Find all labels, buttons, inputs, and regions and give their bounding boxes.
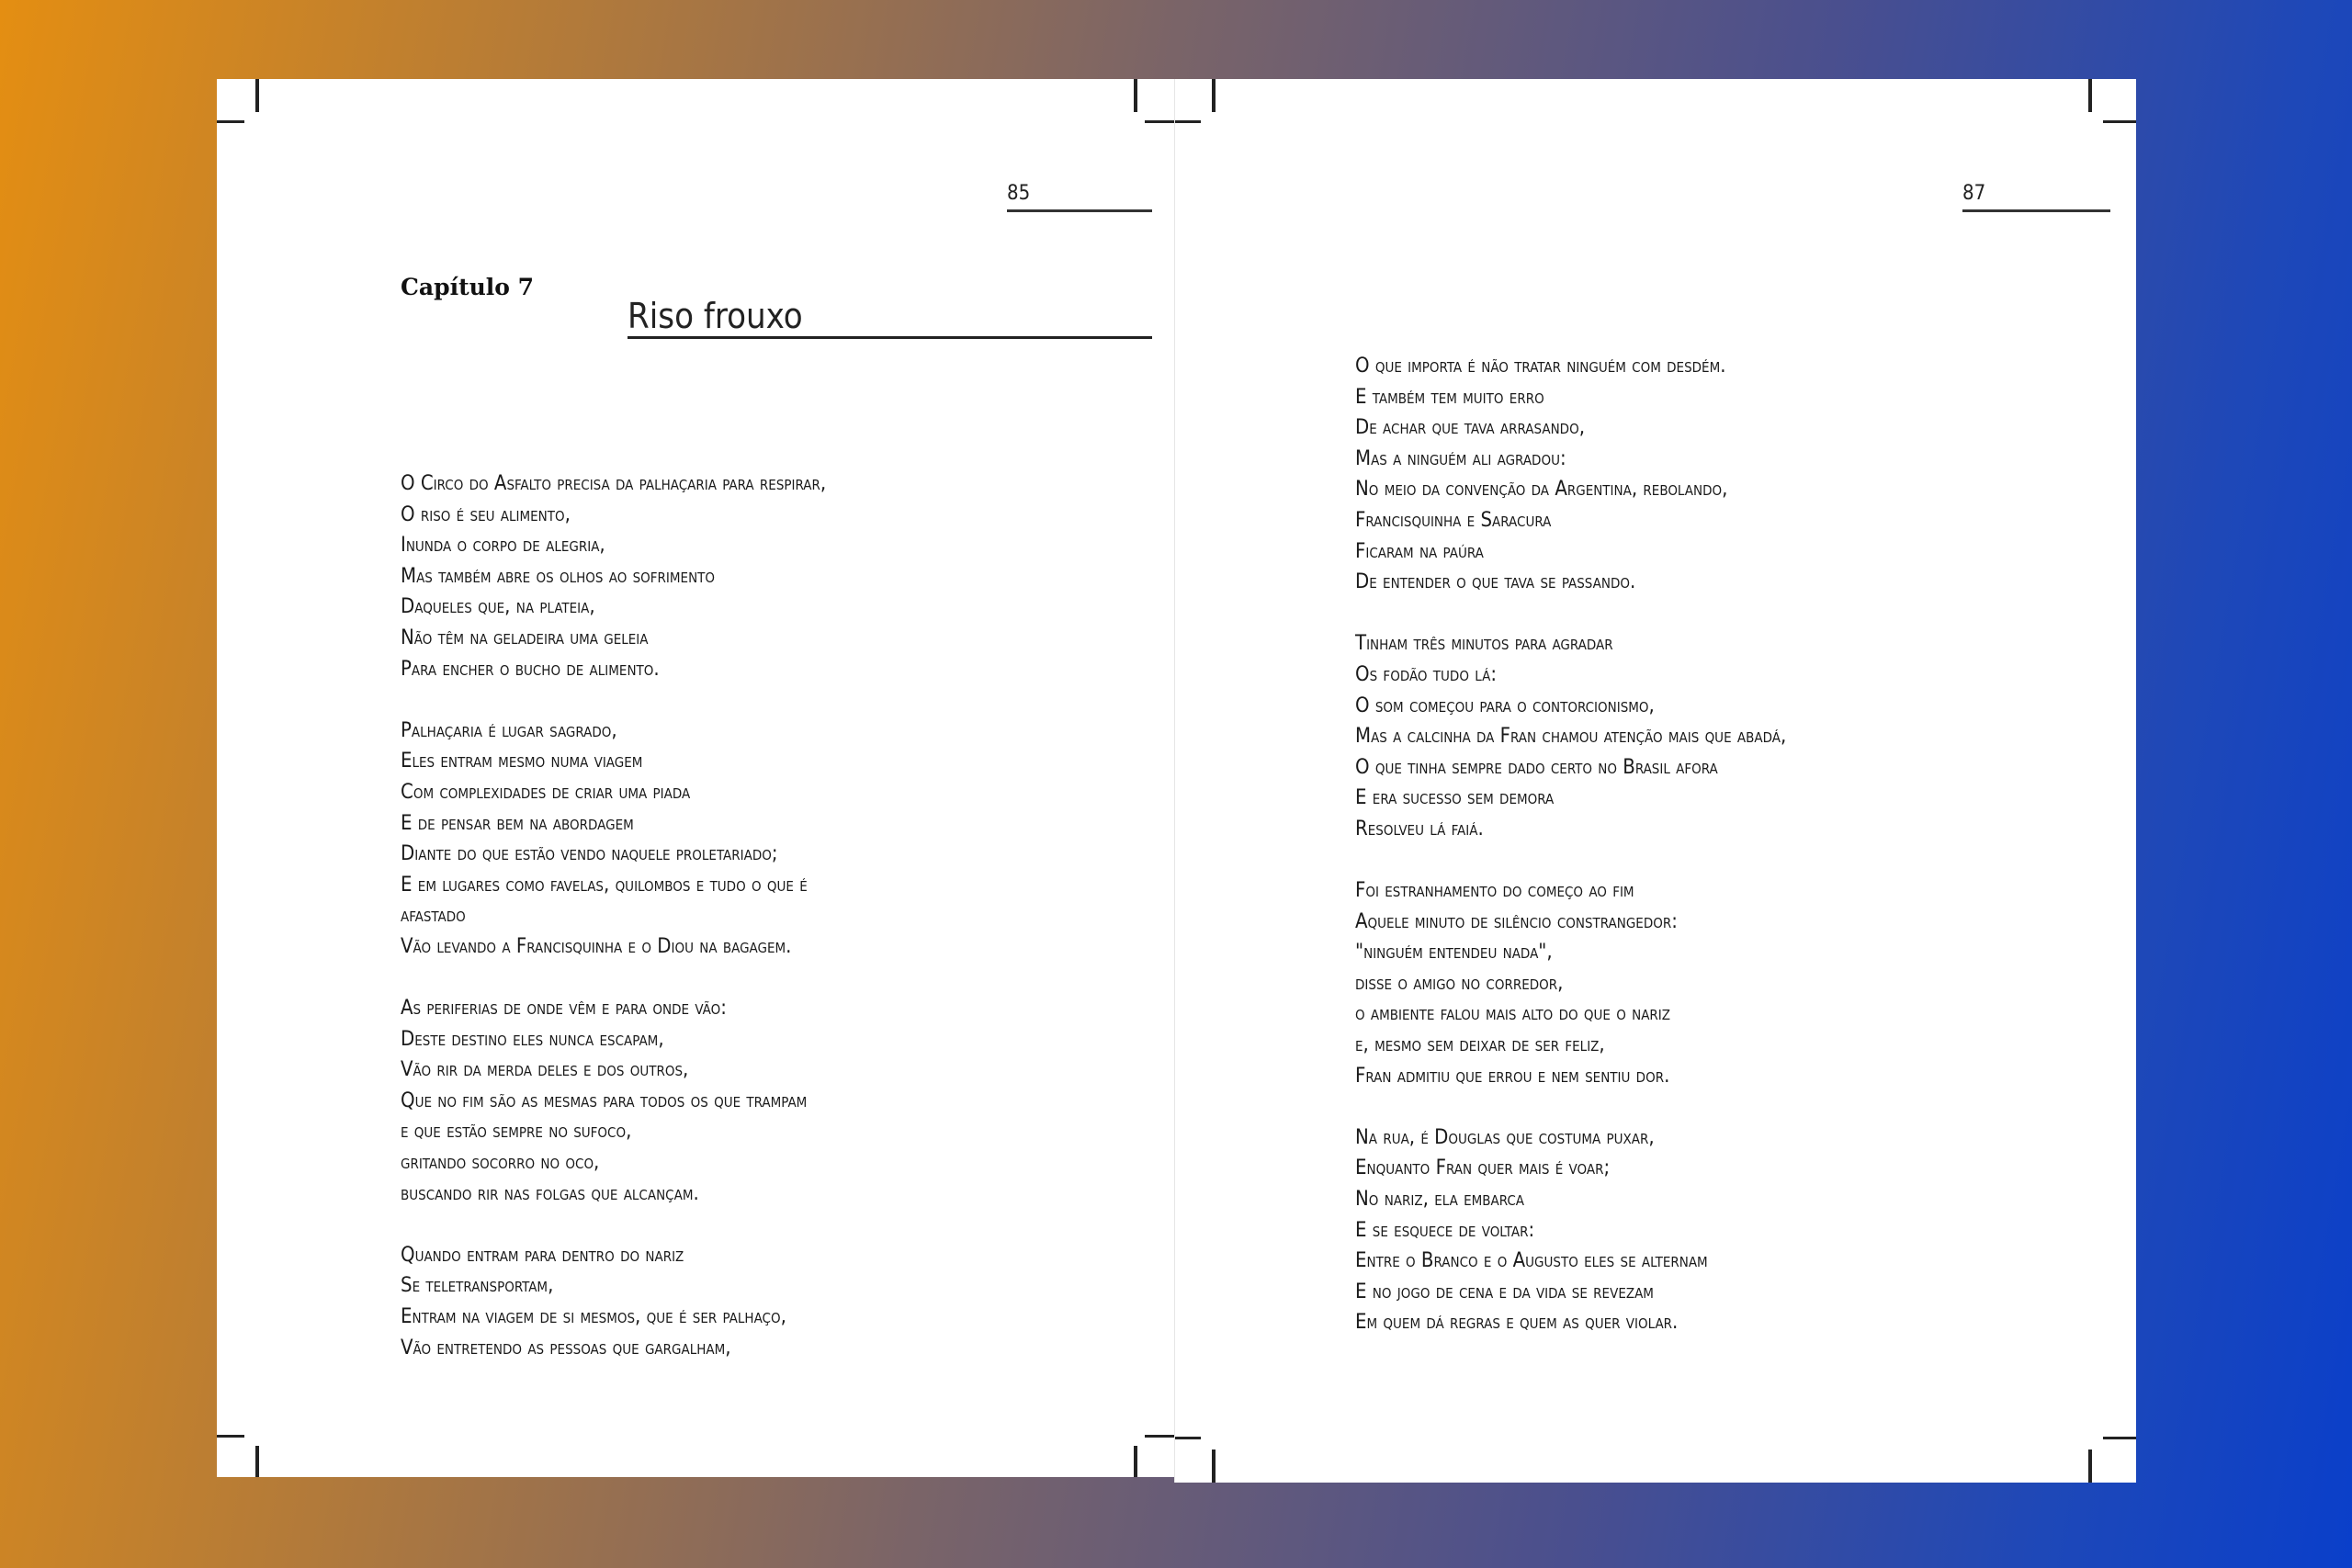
poem-line: o ambiente falou mais alto do que o nariz: [1355, 1002, 1671, 1026]
poem-line: Com complexidades de criar uma piada: [401, 780, 691, 804]
poem-line: e que estão sempre no sufoco,: [401, 1120, 632, 1144]
poem-line: O Circo do Asfalto precisa da palhaçaria para respirar,: [401, 472, 827, 495]
crop-mark: [1134, 1446, 1137, 1477]
stanza: [1355, 1122, 2109, 1338]
crop-mark: [255, 1446, 259, 1477]
poem-line: As periferias de onde vêm e para onde vão:: [401, 997, 727, 1021]
left-page: [217, 79, 1174, 1477]
poem-line: Daqueles que, na plateia,: [401, 595, 595, 619]
stanza: [1355, 875, 2109, 1091]
poem-line: E era sucesso sem demora: [1355, 786, 1555, 810]
page-number: 85: [1007, 182, 1152, 212]
crop-mark: [1134, 79, 1137, 112]
poem-line: Resolveu lá faiá.: [1355, 817, 1484, 840]
stanza: [401, 716, 1136, 963]
poem-line: E no jogo de cena e da vida se revezam: [1355, 1280, 1654, 1303]
stanza: [1355, 628, 2109, 844]
stanza: [401, 993, 1136, 1209]
crop-mark: [2103, 120, 2136, 123]
poem-line: Mas a ninguém ali agradou:: [1355, 446, 1566, 470]
poem-line: Os fodão tudo lá:: [1355, 662, 1497, 686]
poem-line: Aquele minuto de silêncio constrangedor:: [1355, 909, 1678, 933]
poem-line: Em quem dá regras e quem as quer violar.: [1355, 1311, 1679, 1335]
crop-mark: [1175, 1437, 1201, 1439]
poem-body: [1355, 351, 2109, 1370]
poem-line: De achar que tava arrasando,: [1355, 416, 1585, 440]
crop-mark: [1145, 120, 1174, 123]
poem-line: e, mesmo sem deixar de ser feliz,: [1355, 1033, 1605, 1057]
poem-line: No nariz, ela embarca: [1355, 1188, 1525, 1212]
poem-line: Tinham três minutos para agradar: [1355, 632, 1613, 656]
crop-mark: [2088, 1450, 2092, 1483]
crop-mark: [1212, 1450, 1216, 1483]
poem-line: E também tem muito erro: [1355, 385, 1544, 409]
poem-line: Não têm na geladeira uma geleia: [401, 626, 649, 649]
poem-line: Se teletransportam,: [401, 1274, 554, 1298]
poem-line: Palhaçaria é lugar sagrado,: [401, 718, 617, 742]
poem-line: Deste destino eles nunca escapam,: [401, 1027, 664, 1051]
crop-mark: [255, 79, 259, 112]
page-number: 87: [1962, 182, 2110, 212]
poem-line: gritando socorro no oco,: [401, 1151, 600, 1175]
poem-line: buscando rir nas folgas que alcançam.: [401, 1181, 699, 1205]
poem-line: Entram na viagem de si mesmos, que é ser palhaço,: [401, 1305, 786, 1329]
poem-line: Enquanto Fran quer mais é voar;: [1355, 1156, 1611, 1180]
stanza: [401, 468, 1136, 684]
crop-mark: [1175, 120, 1201, 123]
poem-line: Quando entram para dentro do nariz: [401, 1243, 684, 1267]
chapter-label: Capítulo 7: [401, 274, 535, 300]
poem-line: disse o amigo no corredor,: [1355, 971, 1564, 995]
poem-line: De entender o que tava se passando.: [1355, 570, 1636, 594]
crop-mark: [217, 1435, 244, 1438]
poem-line: Vão levando a Francisquinha e o Diou na bagagem.: [401, 934, 792, 958]
poem-line: Entre o Branco e o Augusto eles se alternam: [1355, 1249, 1708, 1273]
poem-line: Inunda o corpo de alegria,: [401, 534, 605, 558]
chapter-title: Riso frouxo: [628, 296, 1152, 339]
right-page: [1174, 79, 2136, 1483]
crop-mark: [1145, 1435, 1174, 1438]
poem-line: Na rua, é Douglas que costuma puxar,: [1355, 1125, 1655, 1149]
poem-line: O que tinha sempre dado certo no Brasil afora: [1355, 755, 1718, 779]
poem-line: Para encher o bucho de alimento.: [401, 657, 660, 681]
poem-line: Mas também abre os olhos ao sofrimento: [401, 564, 716, 588]
poem-line: "ninguém entendeu nada",: [1355, 941, 1553, 964]
poem-line: Eles entram mesmo numa viagem: [401, 750, 643, 773]
poem-line: E de pensar bem na abordagem: [401, 811, 634, 835]
poem-line: E em lugares como favelas, quilombos e tudo o que é: [401, 873, 808, 897]
poem-line: Vão rir da merda deles e dos outros,: [401, 1058, 689, 1082]
poem-line: Mas a calcinha da Fran chamou atenção mais que abadá,: [1355, 725, 1787, 749]
poem-line: Diante do que estão vendo naquele proletariado;: [401, 842, 778, 866]
poem-line: afastado: [401, 904, 466, 928]
poem-line: Que no fim são as mesmas para todos os que trampam: [401, 1089, 808, 1112]
crop-mark: [2088, 79, 2092, 112]
poem-line: Fran admitiu que errou e nem sentiu dor.: [1355, 1064, 1670, 1088]
poem-line: O som começou para o contorcionismo,: [1355, 694, 1655, 717]
poem-line: Vão entretendo as pessoas que gargalham,: [401, 1336, 731, 1359]
crop-mark: [2103, 1437, 2136, 1439]
poem-line: No meio da convenção da Argentina, rebolando,: [1355, 478, 1728, 502]
poem-line: O riso é seu alimento,: [401, 502, 571, 526]
poem-line: Ficaram na paúra: [1355, 539, 1484, 563]
crop-mark: [217, 120, 244, 123]
poem-line: E se esquece de voltar:: [1355, 1218, 1535, 1242]
stanza: [401, 1240, 1136, 1363]
poem-body: [401, 468, 1136, 1394]
poem-line: O que importa é não tratar ninguém com desdém.: [1355, 355, 1726, 378]
stanza: [1355, 351, 2109, 598]
poem-line: Foi estranhamento do começo ao fim: [1355, 879, 1634, 903]
poem-line: Francisquinha e Saracura: [1355, 508, 1552, 532]
crop-mark: [1212, 79, 1216, 112]
